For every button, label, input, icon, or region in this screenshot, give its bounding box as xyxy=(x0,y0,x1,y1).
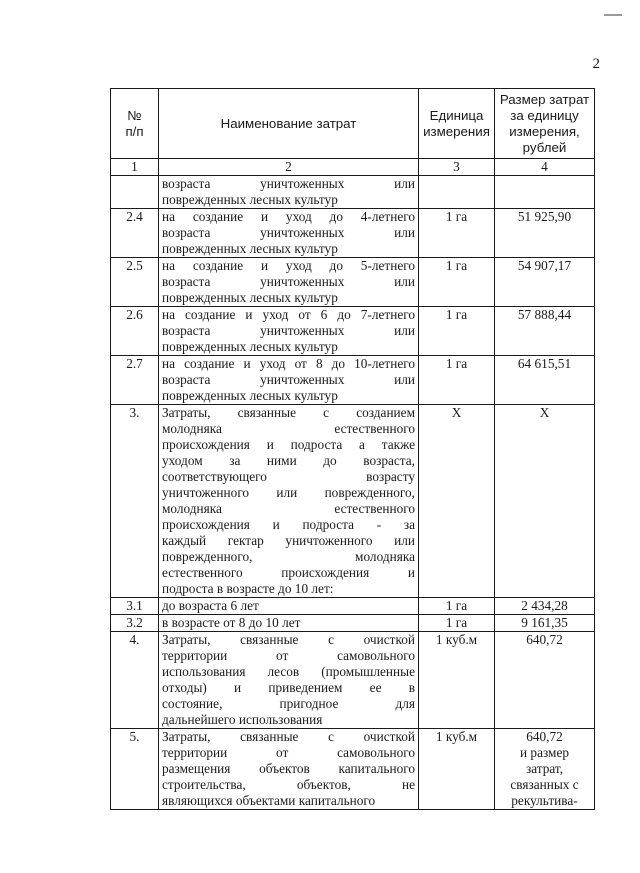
unit-of-measure: Х xyxy=(419,405,495,598)
cost-description xyxy=(159,258,419,307)
unit-of-measure: 1 га xyxy=(419,307,495,356)
row-number: 2.5 xyxy=(111,258,159,307)
row-number: 5. xyxy=(111,729,159,810)
cost-description xyxy=(159,209,419,258)
header-cost: Размер затрат за единицу измерения, рублей xyxy=(495,89,595,159)
unit-of-measure: 1 га xyxy=(419,209,495,258)
description-line: уничтоженного или поврежденного, xyxy=(162,485,415,500)
description-line: до возраста 6 лет xyxy=(162,598,259,613)
description-line: поврежденных лесных культур xyxy=(162,388,338,403)
description-line: в возрасте от 8 до 10 лет xyxy=(162,615,301,630)
column-number-row xyxy=(111,159,595,176)
description-line: дальнейшего использования xyxy=(162,712,323,727)
description-line: подроста в возрасте до 10 лет: xyxy=(162,581,334,596)
table-row xyxy=(111,176,595,209)
table-row xyxy=(111,405,595,598)
description-line: на создание и уход до 5-летнего xyxy=(162,258,415,273)
description-line: на создание и уход от 8 до 10-летнего xyxy=(162,356,415,371)
unit-of-measure: 1 куб.м xyxy=(419,632,495,729)
unit-of-measure: 1 га xyxy=(419,598,495,615)
cost-value: 64 615,51 xyxy=(495,356,595,405)
header-num: № п/п xyxy=(111,89,159,159)
row-number: 2.4 xyxy=(111,209,159,258)
column-number: 4 xyxy=(495,159,595,176)
unit-of-measure: 1 куб.м xyxy=(419,729,495,810)
cost-value: 51 925,90 xyxy=(495,209,595,258)
header-unit: Единица измерения xyxy=(419,89,495,159)
description-line: поврежденного, молодняка xyxy=(162,549,415,564)
description-line: соответствующего возрасту xyxy=(162,469,415,484)
unit-of-measure: 1 га xyxy=(419,258,495,307)
description-line: на создание и уход от 6 до 7-летнего xyxy=(162,307,415,322)
cost-description xyxy=(159,356,419,405)
table-row xyxy=(111,356,595,405)
cost-description xyxy=(159,598,419,615)
unit-of-measure xyxy=(419,176,495,209)
description-line: поврежденных лесных культур xyxy=(162,339,338,354)
row-number: 2.7 xyxy=(111,356,159,405)
cost-value: 640,72 и размер затрат, связанных с рекультива- xyxy=(495,729,595,810)
table-row xyxy=(111,307,595,356)
unit-of-measure: 1 га xyxy=(419,615,495,632)
description-line: возраста уничтоженных или xyxy=(162,176,415,191)
row-number: 4. xyxy=(111,632,159,729)
scan-mark xyxy=(604,14,622,16)
description-line: молодняка естественного xyxy=(162,501,415,516)
description-line: являющихся объектами капитального xyxy=(162,793,376,808)
unit-of-measure: 1 га xyxy=(419,356,495,405)
description-line: возраста уничтоженных или xyxy=(162,372,415,387)
table-row xyxy=(111,209,595,258)
description-line: каждый гектар уничтоженного или xyxy=(162,533,415,548)
cost-value: 2 434,28 xyxy=(495,598,595,615)
table-row xyxy=(111,598,595,615)
description-line: поврежденных лесных культур xyxy=(162,290,338,305)
column-number: 2 xyxy=(159,159,419,176)
row-number: 3.1 xyxy=(111,598,159,615)
column-number: 1 xyxy=(111,159,159,176)
description-line: поврежденных лесных культур xyxy=(162,192,338,207)
description-line: возраста уничтоженных или xyxy=(162,323,415,338)
description-line: естественного происхождения и xyxy=(162,565,415,580)
cost-description xyxy=(159,405,419,598)
cost-value: Х xyxy=(495,405,595,598)
description-line: отходы) и приведением ее в xyxy=(162,680,415,695)
cost-description xyxy=(159,729,419,810)
cost-table xyxy=(110,88,595,810)
cost-description xyxy=(159,176,419,209)
page-number: 2 xyxy=(592,56,600,72)
description-line: использования лесов (промышленные xyxy=(162,664,415,679)
description-line: поврежденных лесных культур xyxy=(162,241,338,256)
row-number xyxy=(111,176,159,209)
cost-description xyxy=(159,615,419,632)
row-number: 2.6 xyxy=(111,307,159,356)
row-number: 3. xyxy=(111,405,159,598)
table-row xyxy=(111,729,595,810)
cost-value: 54 907,17 xyxy=(495,258,595,307)
description-line: возраста уничтоженных или xyxy=(162,274,415,289)
cost-value: 640,72 xyxy=(495,632,595,729)
description-line: строительства, объектов, не xyxy=(162,777,415,792)
description-line: уходом за ними до возраста, xyxy=(162,453,415,468)
description-line: молодняка естественного xyxy=(162,421,415,436)
description-line: размещения объектов капитального xyxy=(162,761,415,776)
table-row xyxy=(111,615,595,632)
cost-description xyxy=(159,307,419,356)
table-row xyxy=(111,632,595,729)
description-line: возраста уничтоженных или xyxy=(162,225,415,240)
cost-value: 57 888,44 xyxy=(495,307,595,356)
row-number: 3.2 xyxy=(111,615,159,632)
description-line: на создание и уход до 4-летнего xyxy=(162,209,415,224)
header-name: Наименование затрат xyxy=(159,89,419,159)
description-line: происхождения и подроста а также xyxy=(162,437,415,452)
column-number: 3 xyxy=(419,159,495,176)
description-line: Затраты, связанные с очисткой xyxy=(162,729,415,744)
description-line: состояние, пригодное для xyxy=(162,696,415,711)
description-line: Затраты, связанные с созданием xyxy=(162,405,415,420)
cost-value xyxy=(495,176,595,209)
description-line: территории от самовольного xyxy=(162,745,415,760)
table-row xyxy=(111,258,595,307)
header-row xyxy=(111,89,595,159)
description-line: территории от самовольного xyxy=(162,648,415,663)
cost-description xyxy=(159,632,419,729)
description-line: Затраты, связанные с очисткой xyxy=(162,632,415,647)
cost-value: 9 161,35 xyxy=(495,615,595,632)
description-line: происхождения и подроста - за xyxy=(162,517,415,532)
